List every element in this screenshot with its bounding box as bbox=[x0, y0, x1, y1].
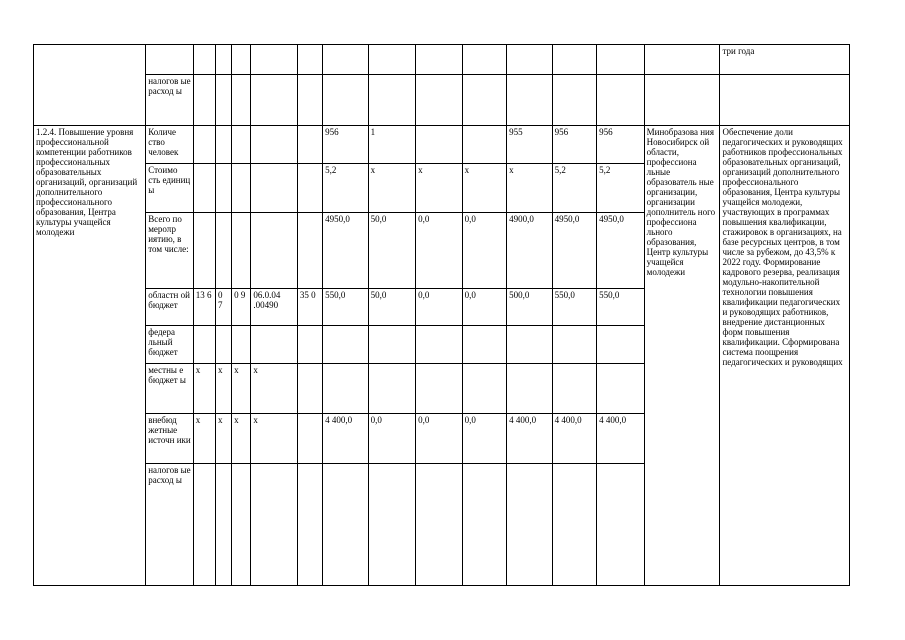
value-cell: 550,0 bbox=[323, 289, 369, 326]
value-cell: 0,0 bbox=[462, 414, 506, 464]
value-cell: 4 400,0 bbox=[552, 414, 596, 464]
code-cell: x bbox=[193, 414, 215, 464]
code-cell: 35 0 bbox=[297, 289, 322, 326]
value-cell: 4 400,0 bbox=[323, 414, 369, 464]
value-cell: 550,0 bbox=[597, 289, 645, 326]
row-label: Стоимо сть единиц ы bbox=[146, 164, 194, 213]
measures-table bbox=[33, 44, 850, 586]
code-cell: x bbox=[251, 414, 298, 464]
value-cell: 5,2 bbox=[323, 164, 369, 213]
row-label: местны е бюджет ы bbox=[146, 364, 194, 414]
code-cell: x bbox=[232, 414, 251, 464]
value-cell: 4 400,0 bbox=[597, 414, 645, 464]
value-cell: 500,0 bbox=[507, 289, 553, 326]
value-cell bbox=[416, 126, 463, 164]
executor-cell: Минобразова ния Новосибирск ой области, профессиона льные образователь ные организации, организации дополнитель ного профессиона льного образования, Центр культуры учащейся молодежи bbox=[644, 126, 720, 586]
value-cell: 0,0 bbox=[462, 289, 506, 326]
code-cell bbox=[297, 364, 322, 414]
value-cell: 50,0 bbox=[368, 289, 416, 326]
value-cell: 550,0 bbox=[552, 289, 596, 326]
value-cell: 4950,0 bbox=[597, 213, 645, 289]
row-label: налогов ые расход ы bbox=[146, 75, 194, 126]
value-cell: 1 bbox=[368, 126, 416, 164]
value-cell: 4 400,0 bbox=[507, 414, 553, 464]
period-note: три года bbox=[720, 45, 850, 75]
value-cell: x bbox=[416, 164, 463, 213]
value-cell: 956 bbox=[552, 126, 596, 164]
expected-result-cell: Обеспечение доли педагогических и руководящих работников профессиональных образовательных организаций, организаций дополнительного профессионального образования, Центра культуры учащейся молодежи, участвующих в программах повышения квалификации, стажировок в организациях, на базе ресурсных центров, в том числе за рубежом, до 43,5% к 2022 году. Формирование кадрового резерва, реализация модульно-накопительной технологии повышения квалификации педагогических и руководящих работников, внедрение дистанционных форм повышения квалификации. Сформирована система поощрения педагогических и руководящих bbox=[720, 126, 850, 586]
value-cell bbox=[462, 126, 506, 164]
row-label: Количе ство человек bbox=[146, 126, 194, 164]
value-cell: 0,0 bbox=[462, 213, 506, 289]
row-label: внебюд жетные источн ики bbox=[146, 414, 194, 464]
value-cell: 956 bbox=[323, 126, 369, 164]
code-cell: 06.0.04 .00490 bbox=[251, 289, 298, 326]
code-cell: 0 9 bbox=[232, 289, 251, 326]
row-label: областн ой бюджет bbox=[146, 289, 194, 326]
value-cell: 0,0 bbox=[368, 414, 416, 464]
value-cell: 5,2 bbox=[552, 164, 596, 213]
value-cell: 5,2 bbox=[597, 164, 645, 213]
value-cell: 4950,0 bbox=[323, 213, 369, 289]
row-label: Всего по мероπр иятию, в том числе: bbox=[146, 213, 194, 289]
value-cell: 4900,0 bbox=[507, 213, 553, 289]
value-cell: 0,0 bbox=[416, 213, 463, 289]
code-cell bbox=[297, 414, 322, 464]
code-cell: x bbox=[232, 364, 251, 414]
value-cell: x bbox=[462, 164, 506, 213]
code-cell: 13 6 bbox=[193, 289, 215, 326]
header-continuation-row bbox=[34, 45, 850, 75]
value-cell: 956 bbox=[597, 126, 645, 164]
value-cell: 955 bbox=[507, 126, 553, 164]
code-cell: x bbox=[215, 414, 231, 464]
task-title: 1.2.4. Повышение уровня профессиональной компетенции работников профессиональных образовательных организаций, организаций дополнительного профессионального образования, Центра культуры учащейся молодежи bbox=[34, 126, 146, 586]
value-cell: x bbox=[368, 164, 416, 213]
code-cell: x bbox=[251, 364, 298, 414]
code-cell: x bbox=[215, 364, 231, 414]
value-cell: x bbox=[507, 164, 553, 213]
value-cell: 50,0 bbox=[368, 213, 416, 289]
code-cell: x bbox=[193, 364, 215, 414]
row-label: налогов ые расход ы bbox=[146, 464, 194, 586]
row-label: федера льный бюджет bbox=[146, 326, 194, 364]
value-cell: 0,0 bbox=[416, 414, 463, 464]
value-cell: 4950,0 bbox=[552, 213, 596, 289]
table-row bbox=[34, 75, 850, 126]
table-row bbox=[34, 126, 850, 164]
value-cell: 0,0 bbox=[416, 289, 463, 326]
code-cell: 0 7 bbox=[215, 289, 231, 326]
